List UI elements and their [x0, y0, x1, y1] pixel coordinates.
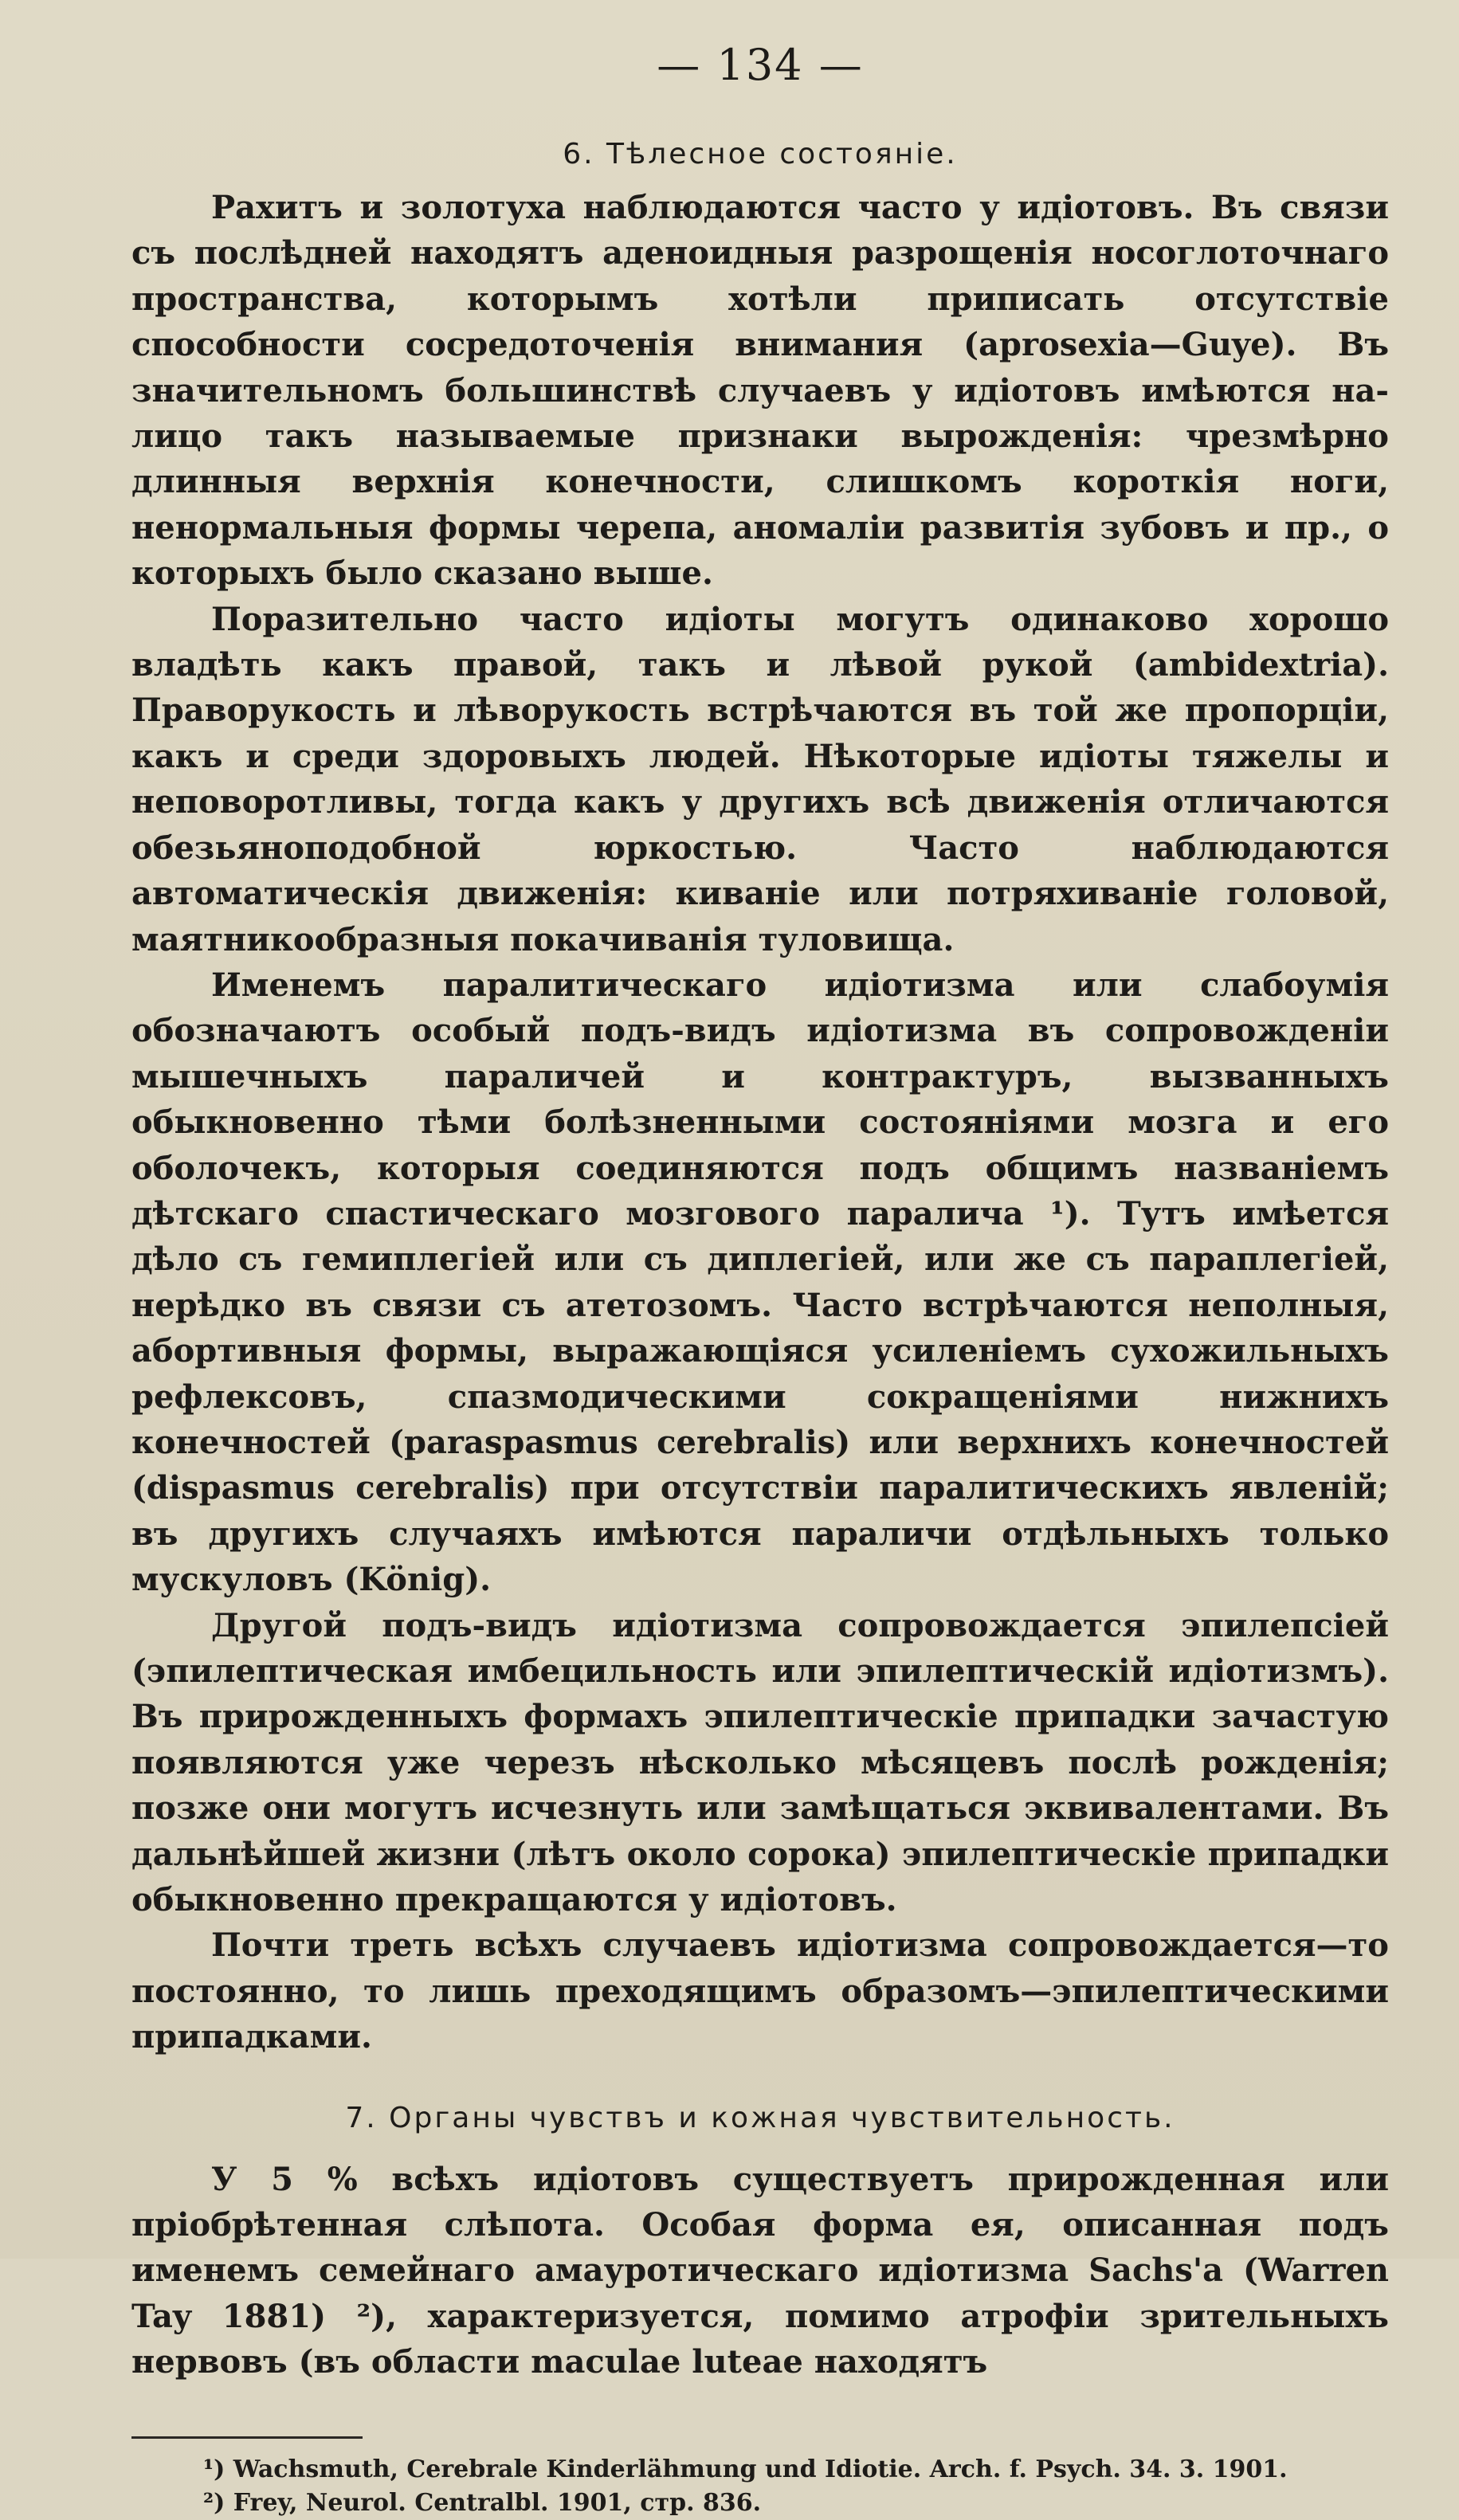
page-number: — 134 — [657, 40, 864, 90]
paragraph: Поразительно часто идіоты могутъ одинаково хорошо владѣть какъ правой, такъ и лѣвой рукой (ambidextria). Праворукость и лѣворукость встрѣчаются въ той же пропорціи, какъ и среди здоровыхъ людей. Нѣкоторые идіоты тяжелы и неповоротливы, тогда какъ у другихъ всѣ движенія отличаются обезьяноподобной юркостью. Часто наблюдаются автоматическія движенія: киваніе или потряхиваніе головой, маятникообразныя покачиванія туловища. [131, 600, 1389, 958]
footnote-1: ¹) Wachsmuth, Cerebrale Kinderlähmung und Idiotie. Arch. f. Psych. 34. 3. 1901. [203, 2455, 1288, 2483]
paragraph: Другой подъ-видъ идіотизма сопровождается эпилепсіей (эпилептическая имбецильность или эпилептическій идіотизмъ). Въ прирожденныхъ формахъ эпилептическіе припадки зачастую появляются уже черезъ нѣсколько мѣсяцевъ послѣ рожденія; позже они могутъ исчезнуть или замѣщаться эквивалентами. Въ дальнѣйшей жизни (лѣтъ около сорока) эпилептическіе припадки обыкновенно прекращаются у идіотовъ. [131, 1606, 1389, 1919]
paragraph: Именемъ паралитическаго идіотизма или слабоумія обозначаютъ особый подъ-видъ идіотизма въ сопровожденіи мышечныхъ параличей и контрактуръ, вызванныхъ обыкновенно тѣми болѣзненными состояніями мозга и его оболочекъ, которыя соединяются подъ общимъ названіемъ дѣтскаго спастическаго мозгового паралича ¹). Тутъ имѣется дѣло съ гемиплегіей или съ диплегіей, или же съ параплегіей, нерѣдко въ связи съ атетозомъ. Часто встрѣчаются неполныя, абортивныя формы, выражающіяся усиленіемъ сухожильныхъ рефлексовъ, спазмодическими сокращеніями нижнихъ конечностей (paraspasmus cerebralis) или верхнихъ конечностей (dispasmus cerebralis) при отсутствіи паралитическихъ явленій; въ другихъ случаяхъ имѣются параличи отдѣльныхъ только мускуловъ (König). [131, 966, 1389, 1599]
footnote-2: ²) Frey, Neurol. Centralbl. 1901, стр. 836. [203, 2488, 762, 2517]
paragraph: У 5 % всѣхъ идіотовъ существуетъ прирожденная или пріобрѣтенная слѣпота. Особая форма ея, описанная подъ именемъ семейнаго амауротическаго идіотизма Sachs'а (Warren Tay 1881) ²), характеризуется, помимо атрофіи зрительныхъ нервовъ (въ области maculae luteae находятъ [131, 2160, 1389, 2381]
section-heading-6: 6. Тѣлесное состояніе. [563, 138, 958, 170]
paragraph: Рахитъ и золотуха наблюдаются часто у идіотовъ. Въ связи съ послѣдней находятъ аденоидныя разрощенія носоглоточнаго пространства, которымъ хотѣли приписать отсутствіе способности сосредоточенія внимания (aprosexia—Guye). Въ значительномъ большинствѣ случаевъ у идіотовъ имѣются на-лицо такъ называемые признаки вырожденія: чрезмѣрно длинныя верхнія конечности, слишкомъ короткія ноги, ненормальныя формы черепа, аномаліи развитія зубовъ и пр., о которыхъ было сказано выше. [131, 189, 1389, 593]
paragraph: Почти треть всѣхъ случаевъ идіотизма сопровождается—то постоянно, то лишь преходящимъ образомъ—эпилептическими припадками. [131, 1926, 1389, 2056]
footnote-divider [131, 2436, 363, 2439]
section-heading-7: 7. Органы чувствъ и кожная чувствительность. [345, 2101, 1175, 2134]
